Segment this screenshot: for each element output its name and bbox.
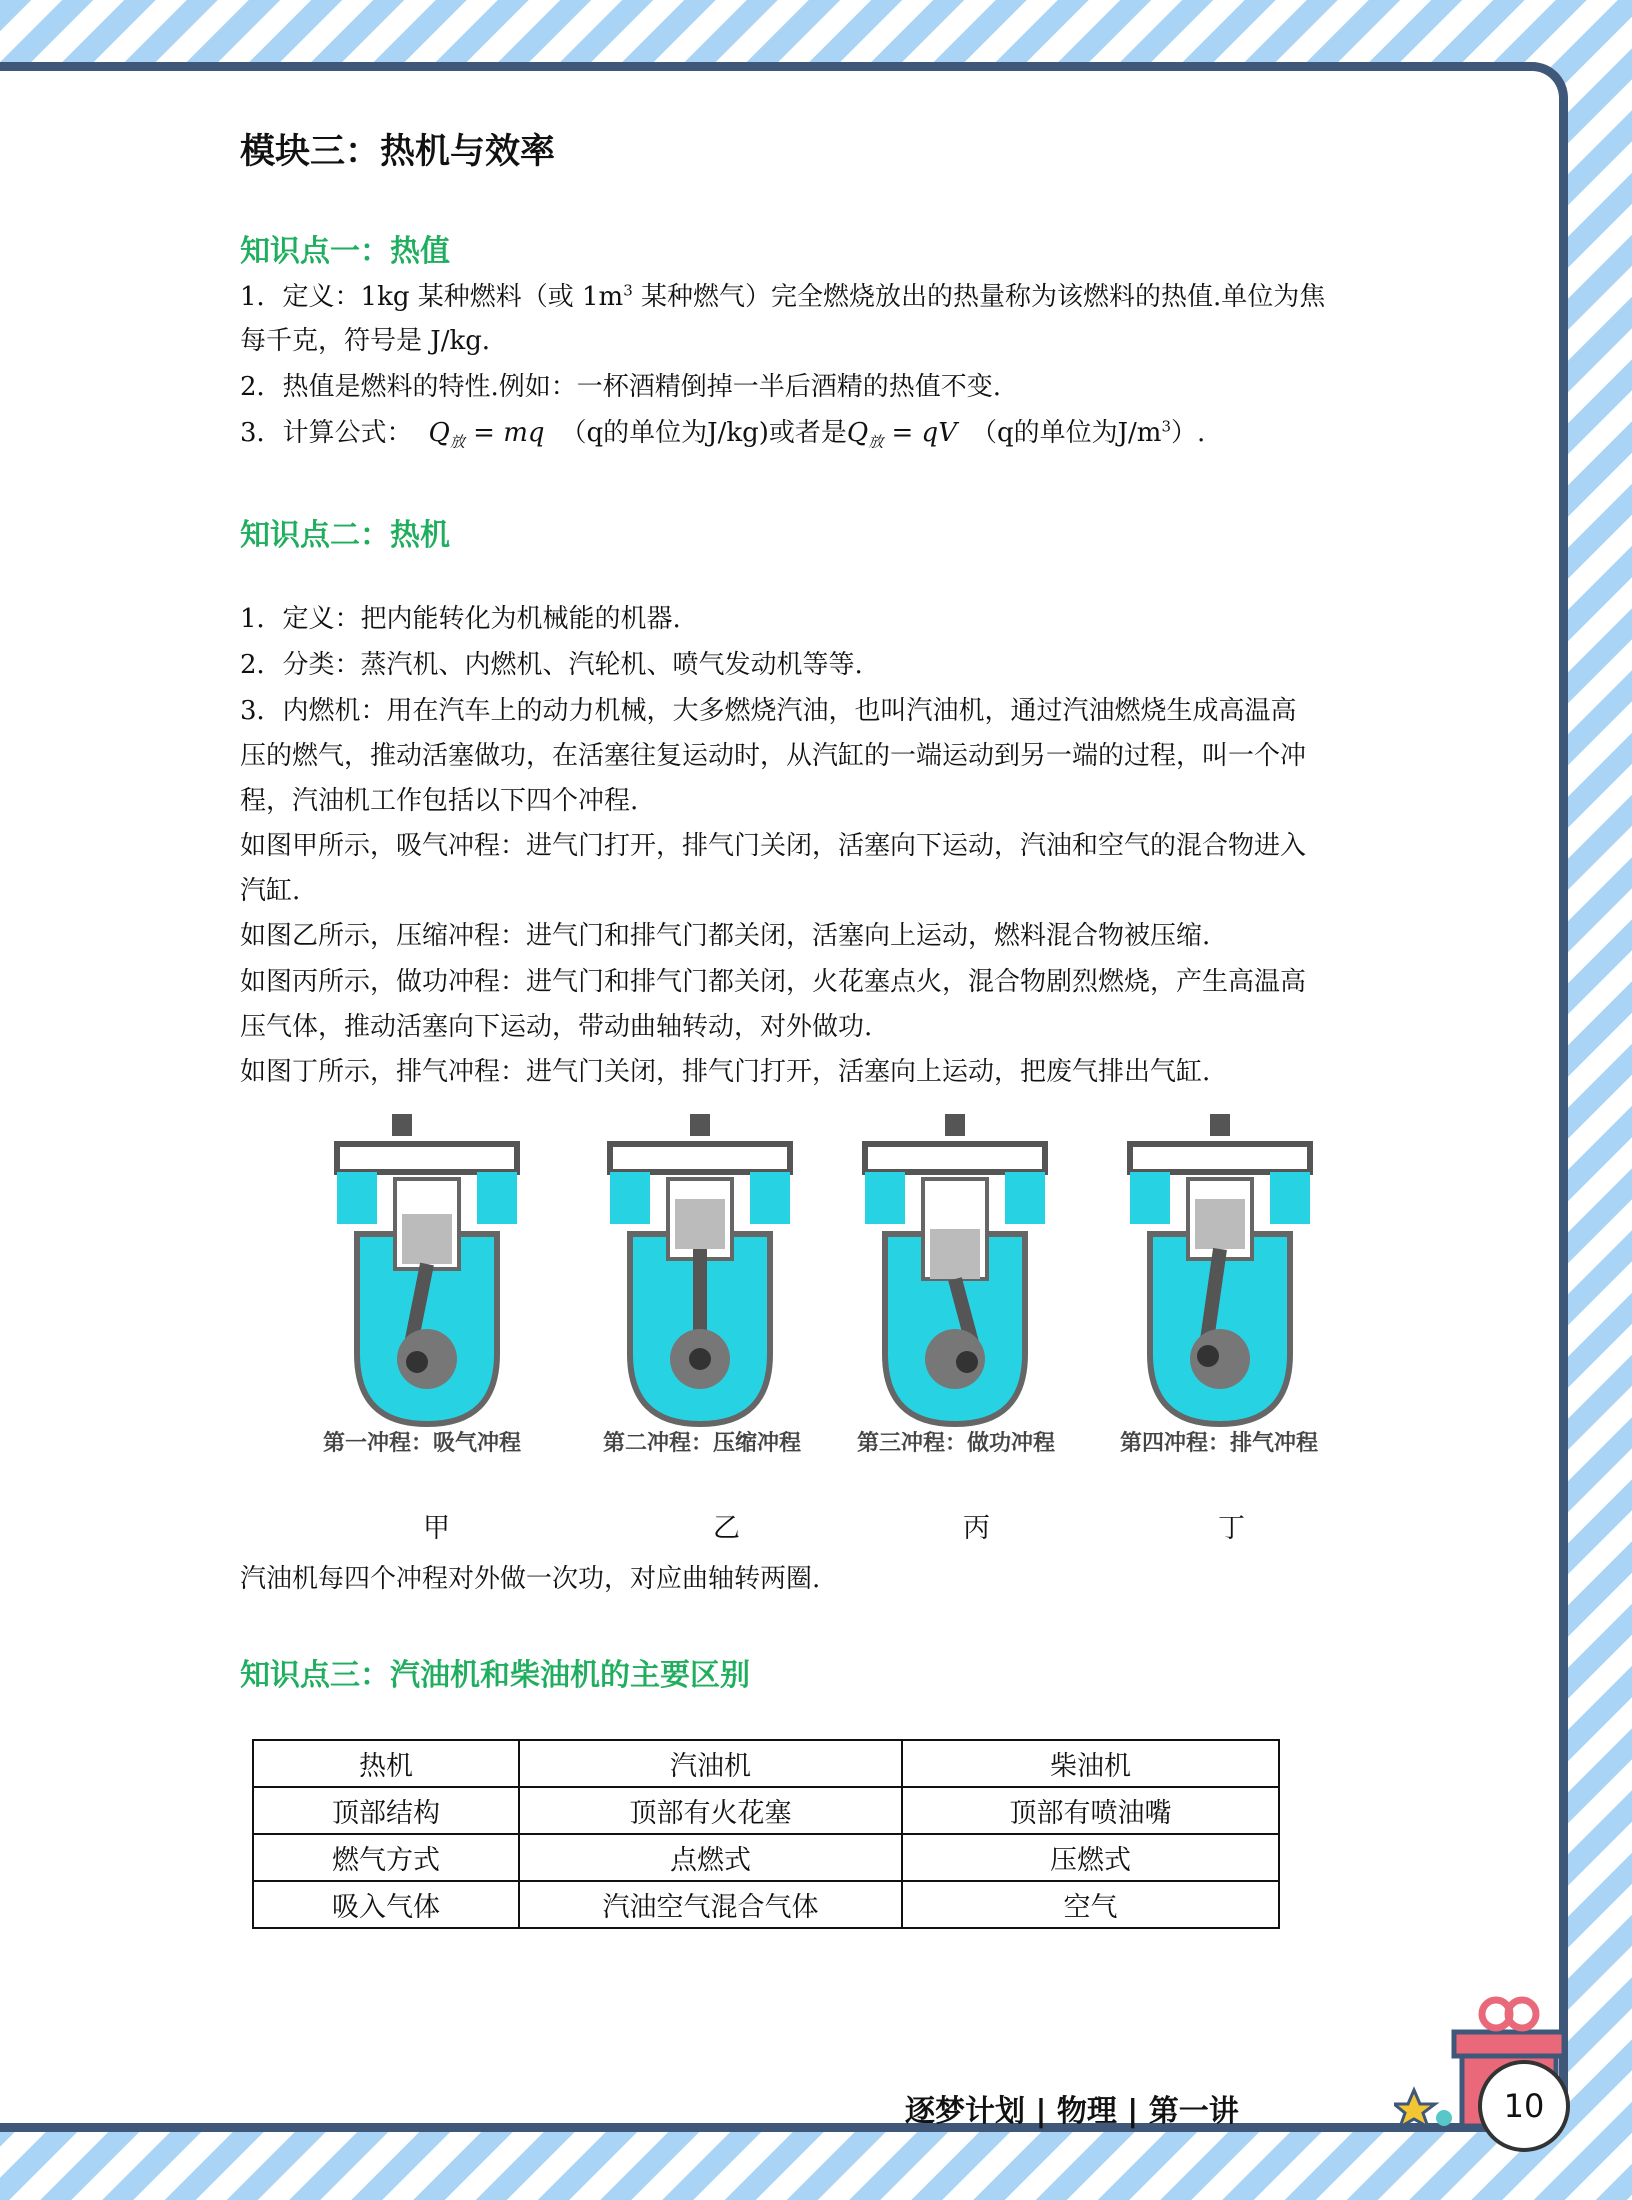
formula-q1: $Q_放$ = mq <box>428 418 545 452</box>
page-number: 10 <box>1478 2060 1570 2152</box>
figure-label: 乙 <box>713 1513 740 1544</box>
engine-diagram-intake <box>337 1114 517 1424</box>
engine-caption: 第一冲程：吸气冲程 <box>323 1431 522 1456</box>
engine-diagram-power <box>865 1114 1045 1424</box>
table-cell: 汽油空气混合气体 <box>519 1881 902 1928</box>
table-row <box>253 1740 1279 1787</box>
kp2-line: 程，汽油机工作包括以下四个冲程. <box>240 786 639 816</box>
figure-label: 丁 <box>1218 1513 1245 1544</box>
kp2-line: 如图甲所示，吸气冲程：进气门打开，排气门关闭，活塞向下运动，汽油和空气的混合物进入 <box>240 831 1307 861</box>
footer-series: 逐梦计划 | 物理 | 第一讲 <box>905 2094 1239 2129</box>
kp2-line: 如图乙所示，压缩冲程：进气门和排气门都关闭，活塞向上运动，燃料混合物被压缩. <box>240 921 1211 951</box>
kp2-heading: 知识点二：热机 <box>240 518 450 553</box>
table-row <box>253 1787 1279 1834</box>
table-cell: 燃气方式 <box>253 1834 519 1881</box>
table-row <box>253 1834 1279 1881</box>
figure-label: 甲 <box>423 1513 450 1544</box>
kp2-line: 1．定义：把内能转化为机械能的机器. <box>240 604 681 634</box>
table-cell: 顶部结构 <box>253 1787 519 1834</box>
figure-label: 丙 <box>963 1513 990 1544</box>
formula-q2: $Q_放$ = qV <box>846 418 957 452</box>
kp1-heading: 知识点一：热值 <box>240 234 450 269</box>
table-cell: 压燃式 <box>902 1834 1279 1881</box>
table-cell: 吸入气体 <box>253 1881 519 1928</box>
table-cell: 柴油机 <box>902 1740 1279 1787</box>
table-cell: 热机 <box>253 1740 519 1787</box>
kp2-line: 2．分类：蒸汽机、内燃机、汽轮机、喷气发动机等等. <box>240 650 863 680</box>
engine-caption: 第四冲程：排气冲程 <box>1120 1431 1319 1456</box>
table-cell: 点燃式 <box>519 1834 902 1881</box>
engine-diagram-exhaust <box>1130 1114 1310 1424</box>
kp1-line2: 2．热值是燃料的特性.例如：一杯酒精倒掉一半后酒精的热值不变. <box>240 372 1002 402</box>
table-cell: 空气 <box>902 1881 1279 1928</box>
kp3-heading: 知识点三：汽油机和柴油机的主要区别 <box>240 1658 750 1693</box>
kp1-line3: 3．计算公式： $Q_放$ = mq （q的单位为J/kg)或者是$Q_放$ = qV （q的单位为$J/m^3$）. <box>240 417 1206 452</box>
engine-caption: 第二冲程：压缩冲程 <box>603 1431 802 1456</box>
module-title: 模块三：热机与效率 <box>240 132 556 172</box>
kp2-line: 压气体，推动活塞向下运动，带动曲轴转动，对外做功. <box>240 1012 873 1042</box>
engine-caption: 第三冲程：做功冲程 <box>857 1431 1056 1456</box>
table-cell: 汽油机 <box>519 1740 902 1787</box>
kp2-line: 压的燃气，推动活塞做功，在活塞往复运动时，从汽缸的一端运动到另一端的过程，叫一个冲 <box>240 741 1307 771</box>
kp1-line1-cont: 每千克，符号是 J/kg． <box>240 326 508 356</box>
comparison-table <box>252 1739 1280 1929</box>
kp2-line: 3．内燃机：用在汽车上的动力机械，大多燃烧汽油，也叫汽油机，通过汽油燃烧生成高温高 <box>240 696 1297 726</box>
engine-stroke-diagrams <box>292 1104 1342 1464</box>
kp2-line: 如图丁所示，排气冲程：进气门关闭，排气门打开，活塞向上运动，把废气排出气缸. <box>240 1057 1211 1087</box>
kp1-line1: 1．定义：1kg 某种燃料（或 $1m^3$ 某种燃气）完全燃烧放出的热量称为该燃料的热值.单位为焦 <box>240 281 1326 312</box>
table-cell: 顶部有火花塞 <box>519 1787 902 1834</box>
table-cell: 顶部有喷油嘴 <box>902 1787 1279 1834</box>
table-row <box>253 1881 1279 1928</box>
kp2-line: 汽缸. <box>240 876 301 906</box>
engine-diagram-compression <box>610 1114 790 1424</box>
kp2-line: 如图丙所示，做功冲程：进气门和排气门都关闭，火花塞点火，混合物剧烈燃烧，产生高温高 <box>240 967 1307 997</box>
kp2-summary: 汽油机每四个冲程对外做一次功，对应曲轴转两圈. <box>240 1564 821 1594</box>
